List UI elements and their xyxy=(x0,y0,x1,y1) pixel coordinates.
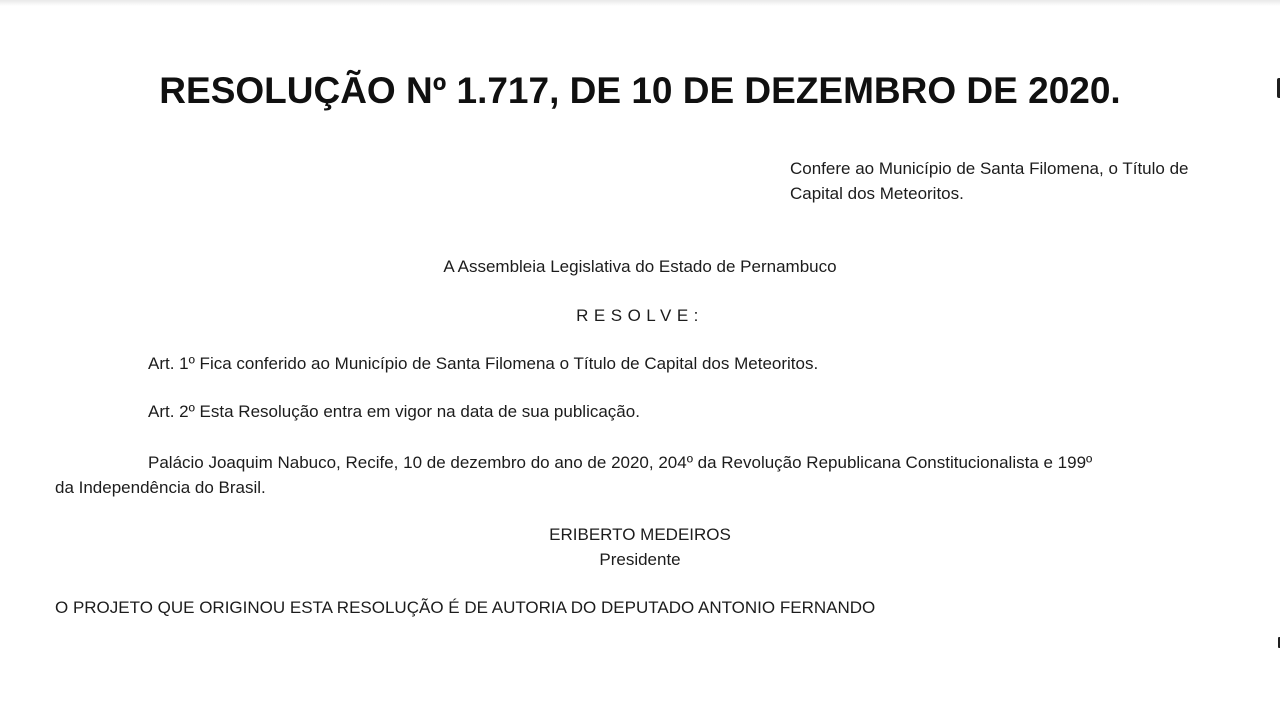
authorship-note: O PROJETO QUE ORIGINOU ESTA RESOLUÇÃO É DE AUTORIA DO DEPUTADO ANTONIO FERNANDO xyxy=(55,598,876,617)
closing-line-1: Palácio Joaquim Nabuco, Recife, 10 de dezembro do ano de 2020, 204º da Revolução Republicana Constitucionalista e 199º xyxy=(148,453,1093,472)
article-2: Art. 2º Esta Resolução entra em vigor na data de sua publicação. xyxy=(148,402,640,421)
resolution-preamble: A Assembleia Legislativa do Estado de Pernambuco xyxy=(443,257,837,276)
resolution-ementa: Confere ao Município de Santa Filomena, o Título de Capital dos Meteoritos. xyxy=(790,159,1189,203)
signature-role: Presidente xyxy=(599,550,681,569)
resolution-title: RESOLUÇÃO Nº 1.717, DE 10 DE DEZEMBRO DE 2020. xyxy=(159,70,1121,111)
resolve-heading: RESOLVE: xyxy=(576,306,704,325)
closing-line-2: da Independência do Brasil. xyxy=(55,478,266,497)
page-top-shadow xyxy=(0,0,1280,6)
signature-name: ERIBERTO MEDEIROS xyxy=(549,525,731,544)
article-1: Art. 1º Fica conferido ao Município de Santa Filomena o Título de Capital dos Meteoritos. xyxy=(148,354,819,373)
closing-paragraph xyxy=(55,450,1228,500)
